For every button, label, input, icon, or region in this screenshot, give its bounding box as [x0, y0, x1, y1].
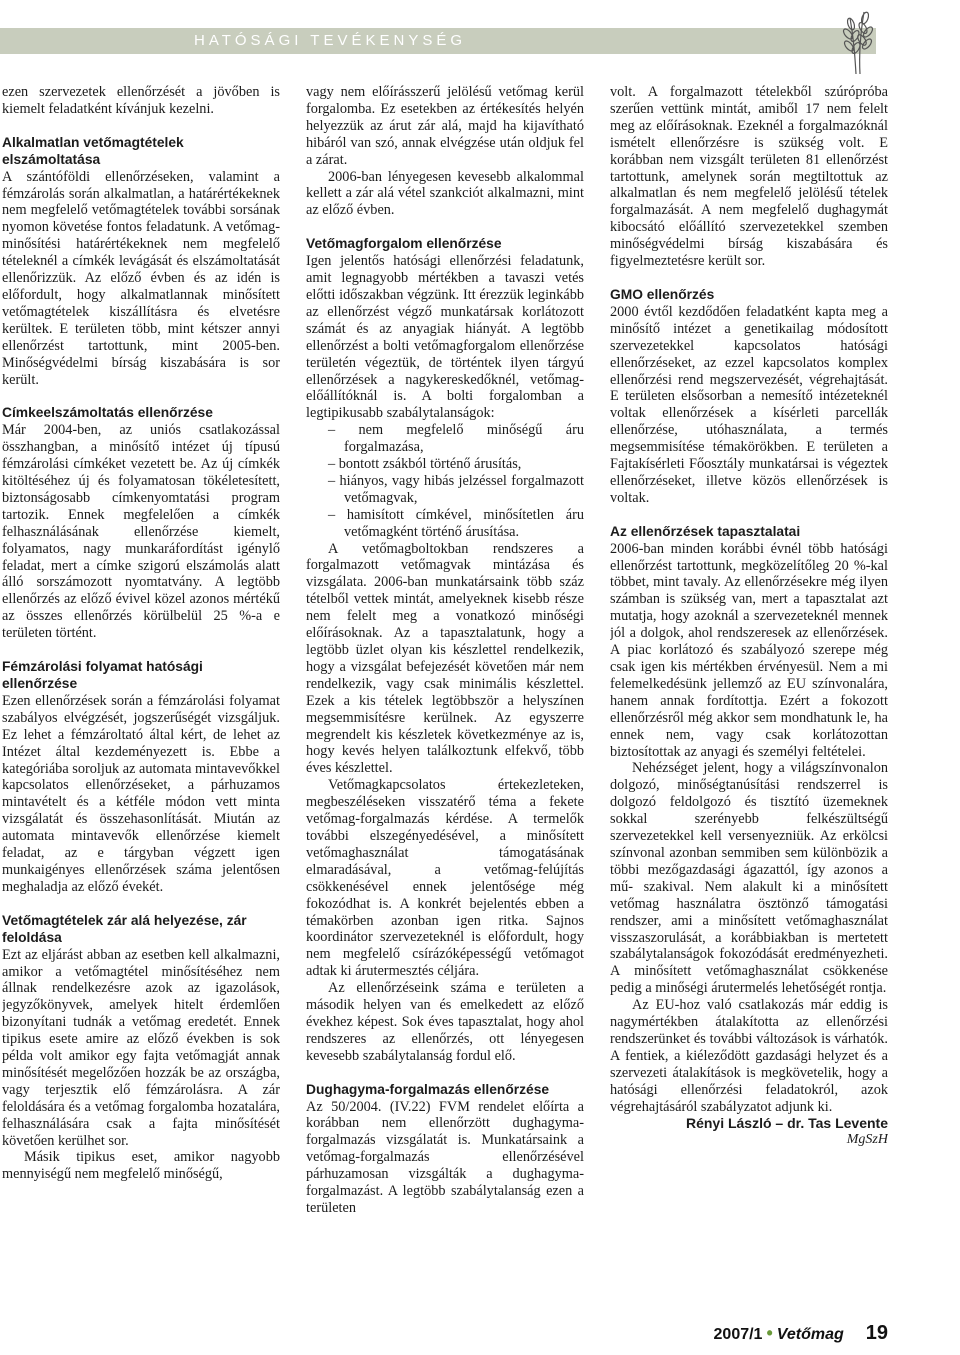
paragraph: Az 50/2004. (IV.22) FVM rendelet előírta a korábban nem ellenőrzött dughagyma-forgalmazás vizsgálatát is. Munkatársaink a vetőmag-forgalmazás ellenőrzésével párhuzamosan vizsgálták a dughagyma-forgalmazást. A legtöbb szabálytalanság ezen a területen [306, 1098, 584, 1216]
section-heading: Dughagyma-forgalmazás ellenőrzése [306, 1081, 550, 1097]
paragraph: ezen szervezetek ellenőrzését a jövőben is kiemelt feladatként kívánjuk kezelni. [2, 84, 280, 117]
page-number: 19 [865, 1322, 888, 1344]
bullet-icon: • [766, 1323, 773, 1343]
section-heading: Vetőmagtételek zár alá helyezése, zár feloldása [2, 912, 247, 945]
section-heading: Fémzárolási folyamat hatósági ellenőrzése [2, 659, 203, 691]
page-footer [714, 1322, 888, 1345]
paragraph: Igen jelentős hatósági ellenőrzési feladatunk, amit legnagyobb mértékben a tavaszi vetés előtti időszakban végzünk. Itt érezzük leginkább az ellenőrzést végző munkatársak korlátozott számát és az anyagiak hiányát. A legtöbb ellenőrzést a bolti vetőmagforgalom ellenőrzése területén végeztük, de történtek ilyen tárgyú ellenőrzések a nagykereskedőknél, vetőmag-előállítóknál is. A bolti forgalomban a legtipikusabb szabálytalanságok: [306, 253, 584, 422]
paragraph: 2000 évtől kezdődően feladatként kapta meg a minősítő intézet a genetikailag módosított szervezetekkel kapcsolatos hatósági ellenőrzéseket, az ezzel kapcsolatos komplex ellenőrzési rend megszervezését, végrehajtását. E területen elsősorban a nemesítő intézeteknél voltak ellenőrzések a kísérleti parcellák ellenőrzése, utóhasználata, a termés megsemmisítése témakörökben. E területen a Fajtakísérleti Főosztály munkatársai is végeztek ellenőrzéseket, illetve közös ellenőrzések is voltak. [610, 303, 888, 506]
section-heading: Vetőmagforgalom ellenőrzése [306, 236, 502, 252]
paragraph: Már 2004-ben, az uniós csatlakozással összhangban, a minősítő intézet új típusú fémzárolási címkéket vezetett be. Az új címkék kitöltéséhez új és folyamatosan tökéletesített, biztonságosabb címkenyomtatási program tartozik. Ennek megfelelően a címkék felhasználásának ellenőrzése kiemelt, folyamatos, nagy munkaráfordítást igénylő feladat, mert a címke szigorú elszámolás alatt álló sorszámozott nyomtatvány. A legtöbb ellenőrzés az előző évivel közel azonos mértékű az összes ellenőrzés körülbelül 25 %-a e területen történt. [2, 422, 280, 642]
issue-number: 2007/1 [713, 1326, 763, 1343]
section-heading: Címkeelszámoltatás ellenőrzése [2, 405, 213, 421]
list-item: – hamisított címkével, minősítetlen áru vetőmagként történő árusítása. [328, 507, 584, 541]
list-item: – hiányos, vagy hibás jelzéssel forgalmazott vetőmagvak, [328, 473, 584, 507]
paragraph: vagy nem előírásszerű jelölésű vetőmag kerül forgalomba. Ez esetekben az értékesítés helyén helyezzük az árut zár alá, majd ha kijavítható hibáról van szó, annak elvégzése után oldjuk fel a zárat. [306, 84, 584, 168]
paragraph: Nehézséget jelent, hogy a világszínvonalon dolgozó, minőségtanúsítási rendszerrel is dolgozó feldolgozó és tisztító üzemeknek sokkal szerényebb felkészültségű szervezetekkel kell versenyezniük. Az erkölcsi színvonal azonban semmiben sem különbözik a többi mezőgazdasági ágazattól, így azonos a mű- szakival. Nem alakult ki a minősített vetőmag használatra ösztönző támogatási rendszer, ami a minősített vetőmaghasználat visszaszorulását, a korábbiakban is mertetett szabálytalanságok fokozódását eredményezheti. A minősített vetőmaghasználat csökkenése pedig a minőségi árutermelés lehetőségét rontja. [610, 760, 888, 997]
section-title: HATÓSÁGI TEVÉKENYSÉG [194, 32, 466, 49]
section-heading: Az ellenőrzések tapasztalatai [610, 523, 801, 539]
paragraph: 2006-ban lényegesen kevesebb alkalommal kellett a zár alá vétel szankciót alkalmazni, mint az előző évben. [306, 168, 584, 219]
magazine-name: Vetőmag [776, 1326, 844, 1343]
list-item: – bontott zsákból történő árusítás, [328, 456, 584, 473]
section-heading: GMO ellenőrzés [610, 286, 715, 302]
wheat-icon [838, 6, 878, 76]
section-header-band [0, 28, 876, 54]
author-organization: MgSzH [846, 1132, 888, 1148]
irregularities-list [306, 422, 584, 540]
author-signature: Rényi László – dr. Tas Levente [685, 1115, 888, 1132]
section-heading: Alkalmatlan vetőmagtételek elszámoltatása [2, 134, 184, 167]
paragraph: Az EU-hoz való csatlakozás már eddig is nagymértékben átalakította az ellenőrzési rendszerünket és további változások is várhatók. A fentiek, a kiéleződött gazdasági helyzet és a szervezeti átalakítások is megkövetelik, hogy a hatósági ellenőrzési feladatokról, azok végrehajtásáról szabályzatot adjunk ki. [610, 997, 888, 1115]
paragraph: A vetőmagboltokban rendszeres a forgalmazott vetőmagvak mintázása és vizsgálata. 2006-ban munkatársaink több száz tételből vettek mintát, amelyeknek kisebb része nem felelt meg a vonatkozó minőségi előírásoknak. Az a tapasztalatunk, hogy a legtöbb üzlet olyan kis készlettel rendelkezik, hogy a vizsgálat befejezését követően már nem rendelkezik, vagy csak minimális készlettel. Ezek a kis tételek legtöbbször a helyszínen megsemmisítésre kerülnek. Az egyszerre megrendelt kis készletek következménye az is, hogy kevés helyen találkoztunk elfekvő, több éves készlettel. [306, 540, 584, 777]
paragraph: A szántóföldi ellenőrzéseken, valamint a fémzárolás során alkalmatlan, a határértékeknek nem megfelelő vetőmagtételek további sorsának nyomon követése fontos feladatunk. A vetőmag-minősítési határértékeknek nem megfelelő tételeknél a címkék levágását és elszámoltatását ellenőrizzük. Az előző évben és az idén is előfordult, hogy alkalmatlannak minősített vetőmagtételek kiszállításra és elvetésre kerültek. E területen több, mint kétszer annyi ellenőrzést tartottunk, mint 2005-ben. Minőségvédelmi bírság kiszabására is sor került. [2, 168, 280, 388]
list-item: – nem megfelelő minőségű áru forgalmazása, [328, 422, 584, 456]
column-2 [306, 84, 584, 1304]
column-3 [610, 84, 888, 1304]
paragraph: 2006-ban minden korábbi évnél több hatósági ellenőrzést tartottunk, megközelítőleg 20 %-kal többet, mint tavaly. Az ellenőrzésekre még ilyen számban is szükség van, mert a tapasztalat azt mutatja, hogy azoknál a szervezeteknél mennek jól a dolgok, ahol rendszeresek az ellenőrzések. A piac korlátozó és szabályozó szerepe még csak igen kis mértékben érvényesül. Nem a mi felemelkedésünk jellemző az EU színvonalára, hanem annak fordítottja. Ezért a fokozott ellenőrzésről még akkor sem mondhatunk le, ha ennek nem, vagy csak korlátozottan biztosítottak az anyagi és személyi feltételei. [610, 540, 888, 760]
paragraph: Vetőmagkapcsolatos értekezleteken, megbeszéléseken visszatérő téma a fekete vetőmag-forgalmazás kérdése. A termelők további elszegényedésével, a minősített vetőmaghasználat támogatásának elmaradásával, a vetőmag-felújítás csökkenésével ennek jelentősége még fokozódhat is. A konkrét bejelentés ebben a témakörben azonban igen ritka. Sajnos koordinátor szervezeteknél is előfordult, hogy nem megfelelő csírázóképességű vetőmagot adtak ki árutermesztés céljára. [306, 777, 584, 980]
paragraph: Ezen ellenőrzések során a fémzárolási folyamat szabályos elvégzését, jogszerűségét vizsgáljuk. Ez lehet a fémzároltató által kért, de lehet az Intézet által kezdeményezett is. Ebbe a kategóriába soroljuk az automata mintavevőkkel kapcsolatos ellenőrzéseket, a párhuzamos mintavételt és a kétféle módon vett minta vizsgálatát és összehasonlítását. Miután az automata mintavevők ellenőrzése kiemelt feladat, az e tárgyban végzett igen munkaigényes ellenőrzések száma jelentősen meghaladja az előző évekét. [2, 692, 280, 895]
paragraph: Másik tipikus eset, amikor nagyobb mennyiségű nem megfelelő minőségű, [2, 1149, 280, 1183]
paragraph: volt. A forgalmazott tételekből szúrópróba szerűen vettünk mintát, amiből 17 nem felelt meg az előírásoknak. Ezeknél a forgalmazóknál ismételt ellenőrzésre is szükség volt. E korábban nem vizsgált területen 81 ellenőrzést tartottunk, amelynek során megtiltottuk az alkalmatlan és nem megfelelő jelölésű tételek forgalmazását. A nem megfelelő dughagymát kibocsátó előállító szervezetekkel szemben minőségvédelmi bírság kiszabására és figyelmeztetésre került sor. [610, 84, 888, 270]
column-1 [2, 84, 280, 1304]
paragraph: Ezt az eljárást abban az esetben kell alkalmazni, amikor a vetőmagtétel minősítéséhez nem állnak rendelkezésre azok az igazolások, jegyzőkönyvek, amelyek hitelt érdemlően bizonyítani tudnák a vetőmag eredetét. Ennek tipikus esete amire az előző években is sok példa volt amikor egy fajta vetőmagját annak minősítését megelőzően hozzák be az országba, vagy terjesztik elő fémzárolásra. A zár feloldására és a vetőmag forgalomba hozatalára, felhasználására csak a fajta minősítését követően kerülhet sor. [2, 946, 280, 1149]
paragraph: Az ellenőrzéseink száma e területen a második helyen van és emelkedett az előző évekhez képest. Sok éves tapasztalat, hogy ahol rendszeres az ellenőrzés, ott lényegesen kevesebb szabálytalanság fordul elő. [306, 980, 584, 1064]
